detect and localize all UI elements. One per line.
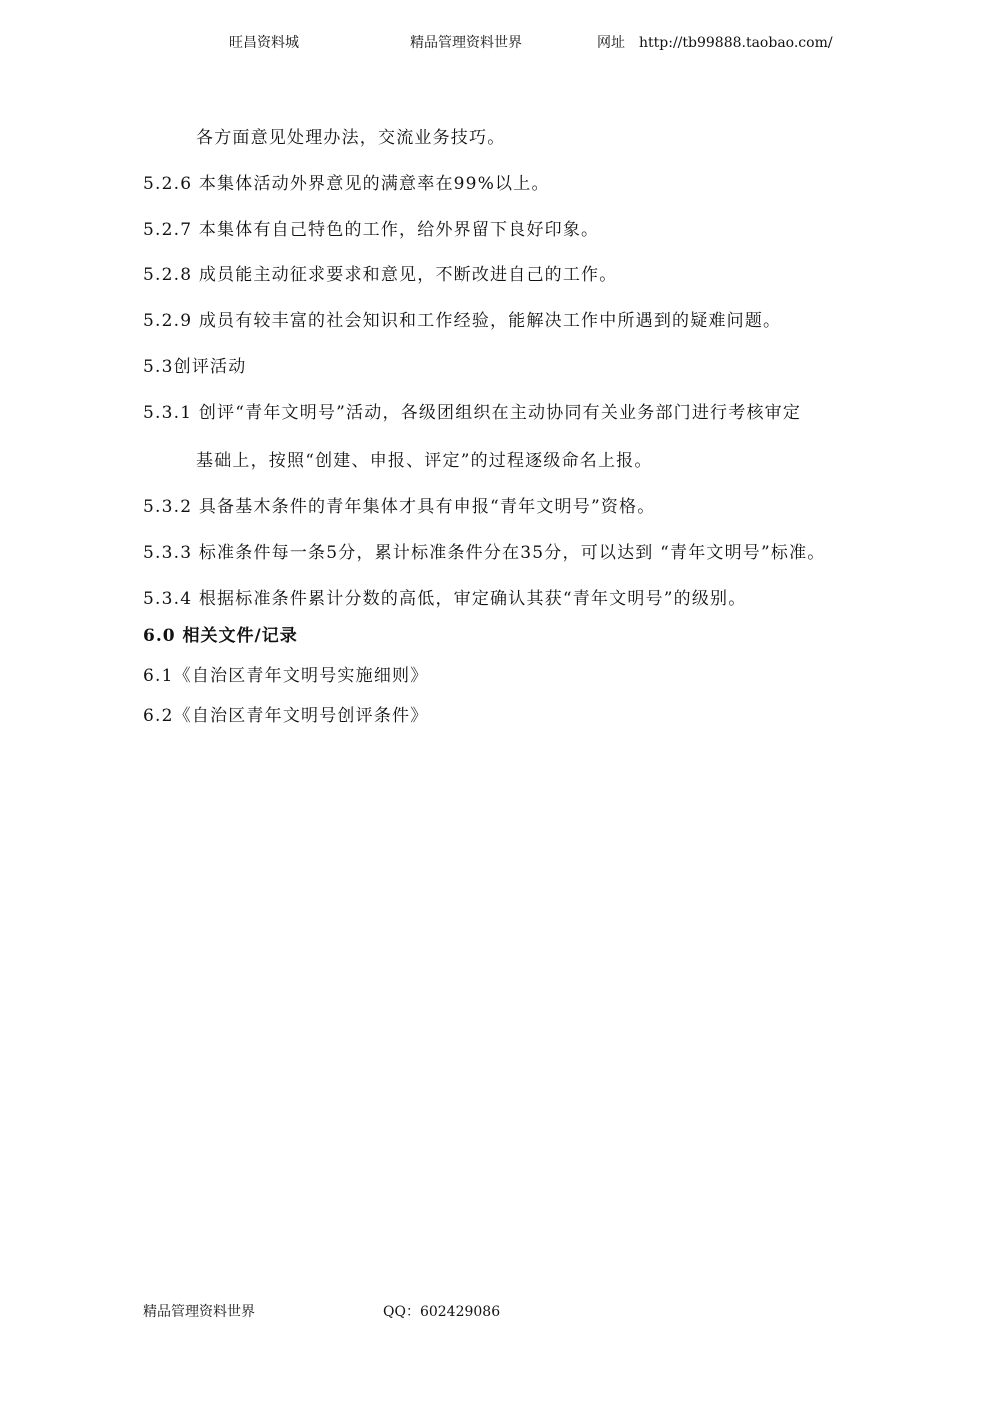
- clause-5-2-6: 5.2.6 本集体活动外界意见的满意率在99%以上。: [143, 174, 550, 194]
- clause-5-2-9: 5.2.9 成员有较丰富的社会知识和工作经验，能解决工作中所遇到的疑难问题。: [143, 311, 782, 331]
- clause-5-3-3: 5.3.3 标准条件每一条5分，累计标准条件分在35分，可以达到 “青年文明号”标准。: [143, 543, 826, 563]
- footer-qq: QQ：602429086: [383, 1304, 501, 1320]
- header-shop-name: 旺昌资料城: [229, 35, 299, 51]
- header-site-title: 精品管理资料世界: [410, 35, 522, 51]
- clause-5-3-2: 5.3.2 具备基木条件的青年集体才具有申报“青年文明号”资格。: [143, 497, 656, 517]
- related-document-6-1: 6.1《自治区青年文明号实施细则》: [143, 666, 429, 686]
- clause-5-2-8: 5.2.8 成员能主动征求要求和意见，不断改进自己的工作。: [143, 265, 618, 285]
- related-document-6-2: 6.2《自治区青年文明号创评条件》: [143, 706, 429, 726]
- clause-5-2-7: 5.2.7 本集体有自己特色的工作，给外界留下良好印象。: [143, 220, 600, 240]
- paragraph-continuation-5-2-5: 各方面意见处理办法，交流业务技巧。: [196, 128, 506, 148]
- clause-5-3-1: 5.3.1 创评“青年文明号”活动，各级团组织在主动协同有关业务部门进行考核审定: [143, 403, 802, 423]
- clause-5-3-4: 5.3.4 根据标准条件累计分数的高低，审定确认其获“青年文明号”的级别。: [143, 589, 747, 609]
- section-6-0-heading: 6.0 相关文件/记录: [143, 626, 298, 646]
- header-url-link[interactable]: http://tb99888.taobao.com/: [639, 35, 833, 51]
- header-url-label: 网址: [597, 35, 625, 51]
- footer-site-title: 精品管理资料世界: [143, 1304, 255, 1320]
- section-5-3-heading: 5.3创评活动: [143, 357, 247, 377]
- clause-5-3-1-continuation: 基础上，按照“创建、申报、评定”的过程逐级命名上报。: [196, 451, 653, 471]
